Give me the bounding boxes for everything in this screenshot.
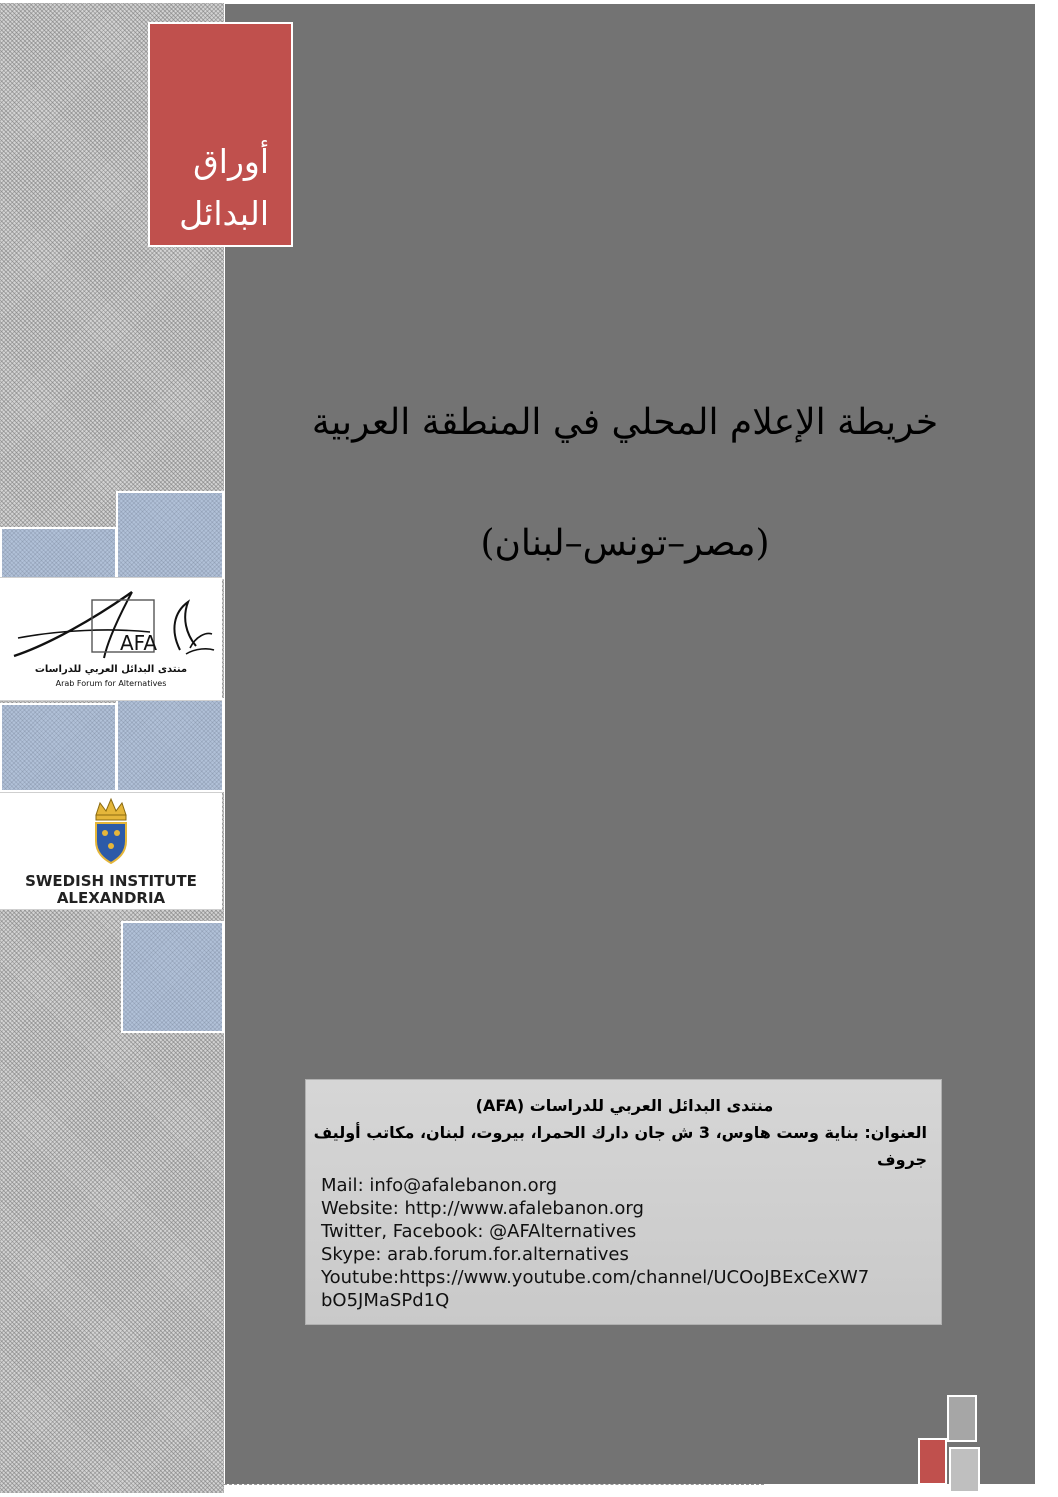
series-badge-line2: البدائل — [179, 194, 269, 233]
contact-youtube-line1: Youtube:https://www.youtube.com/channel/UCOoJBExCeXW7 — [321, 1267, 870, 1288]
document-subtitle: (مصر–تونس–لبنان) — [480, 523, 770, 564]
decor-tile — [0, 527, 117, 579]
series-badge-line1: أوراق — [193, 142, 269, 181]
address-line2: جروف — [876, 1150, 927, 1169]
afa-logo-english-name: Arab Forum for Alternatives — [55, 679, 167, 688]
contact-website: Website: http://www.afalebanon.org — [321, 1198, 644, 1219]
decor-tile — [121, 921, 224, 1033]
decor-tile — [0, 703, 117, 792]
afa-logo-arabic-name: منتدى البدائل العربي للدراسات — [34, 664, 188, 675]
contact-mail: Mail: info@afalebanon.org — [321, 1175, 558, 1196]
swedish-institute-logo — [0, 792, 222, 910]
swedish-logo-line2: ALEXANDRIA — [56, 889, 166, 907]
swedish-logo-line1: SWEDISH INSTITUTE — [25, 872, 197, 890]
org-name: منتدى البدائل العربي للدراسات (AFA) — [475, 1096, 774, 1115]
address-line1: العنوان: بناية وست هاوس، 3 ش جان دارك الحمرا، بيروت، لبنان، مكاتب أوليف — [313, 1123, 927, 1142]
decor-square-light — [949, 1447, 980, 1493]
contact-social: Twitter, Facebook: @AFAlternatives — [321, 1221, 637, 1242]
decor-tile — [116, 698, 224, 792]
decor-square-grey — [947, 1395, 977, 1442]
afa-logo — [0, 577, 222, 701]
series-badge — [148, 22, 293, 247]
decor-square-red — [918, 1438, 947, 1485]
bottom-rule — [224, 1484, 764, 1485]
contact-info-box — [305, 1079, 942, 1325]
afa-logo-text: AFA — [120, 631, 158, 655]
contact-skype: Skype: arab.forum.for.alternatives — [321, 1244, 629, 1265]
contact-youtube-line2: bO5JMaSPd1Q — [321, 1290, 450, 1311]
decor-tile — [116, 491, 224, 579]
document-title: خريطة الإعلام المحلي في المنطقة العربية — [311, 402, 939, 443]
